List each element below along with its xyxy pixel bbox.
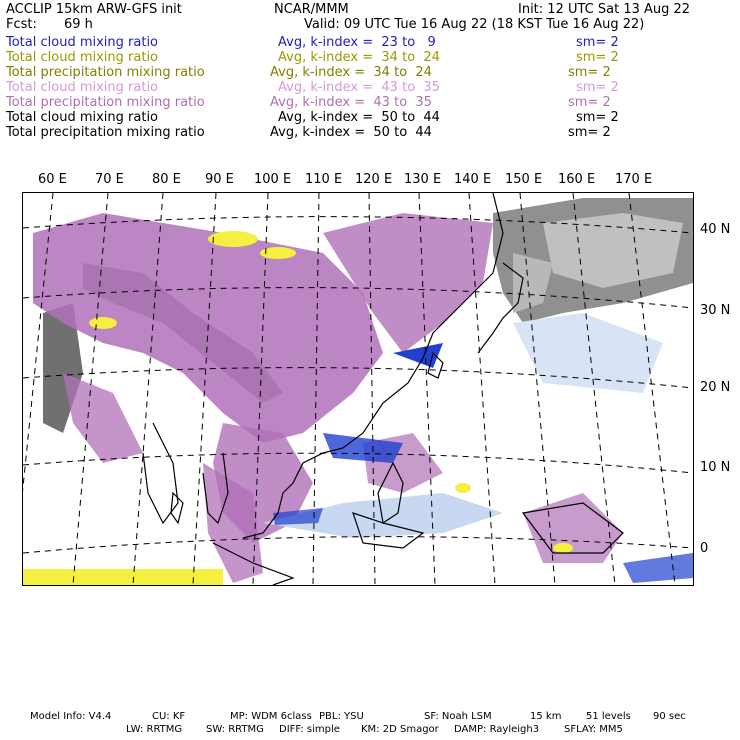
valid-time: Valid: 09 UTC Tue 16 Aug 22 (18 KST Tue 16 Aug 22) [304, 17, 645, 32]
lon-label: 90 E [205, 172, 234, 187]
fcst-value: 69 h [64, 17, 93, 32]
cloud-region [623, 553, 693, 583]
field-1-avg: Avg, k-index = 23 to 9 [278, 35, 436, 50]
field-4-name: Total cloud mixing ratio [6, 80, 159, 95]
field-7-name: Total precipitation mixing ratio [6, 125, 205, 140]
lon-label: 150 E [505, 172, 543, 187]
footer-item: SF: Noah LSM [424, 711, 492, 722]
footer-item: SW: RRTMG [206, 724, 264, 735]
coastline [143, 423, 178, 523]
field-2-name: Total cloud mixing ratio [6, 50, 159, 65]
field-4-avg: Avg, k-index = 43 to 35 [278, 80, 440, 95]
field-7-avg: Avg, k-index = 50 to 44 [270, 125, 432, 140]
lat-label: 10 N [700, 460, 731, 475]
field-6-avg: Avg, k-index = 50 to 44 [278, 110, 440, 125]
plot-title: ACCLIP 15km ARW-GFS init [6, 2, 182, 17]
field-3-name: Total precipitation mixing ratio [6, 65, 205, 80]
init-time: Init: 12 UTC Sat 13 Aug 22 [518, 2, 691, 17]
footer-item: KM: 2D Smagor [361, 724, 439, 735]
cloud-region [89, 317, 117, 329]
coastline [171, 493, 183, 523]
lon-label: 120 E [355, 172, 393, 187]
map-canvas [23, 193, 693, 585]
field-1-sm: sm= 2 [576, 35, 619, 50]
lon-label: 130 E [404, 172, 442, 187]
field-5-avg: Avg, k-index = 43 to 35 [270, 95, 432, 110]
lon-label: 110 E [305, 172, 343, 187]
footer-item: Model Info: V4.4 [30, 711, 112, 722]
cloud-region [513, 313, 663, 393]
center-name: NCAR/MMM [274, 2, 349, 17]
footer-item: DAMP: Rayleigh3 [454, 724, 540, 735]
lon-label: 80 E [152, 172, 181, 187]
footer-item: PBL: YSU [319, 711, 364, 722]
field-3-avg: Avg, k-index = 34 to 24 [270, 65, 432, 80]
lon-label: 140 E [454, 172, 492, 187]
lon-label: 70 E [95, 172, 124, 187]
cloud-region [208, 231, 258, 247]
footer-item: 90 sec [653, 711, 686, 722]
field-2-avg: Avg, k-index = 34 to 24 [278, 50, 440, 65]
footer-item: MP: WDM 6class [230, 711, 312, 722]
field-5-name: Total precipitation mixing ratio [6, 95, 205, 110]
field-2-sm: sm= 2 [576, 50, 619, 65]
field-5-sm: sm= 2 [568, 95, 611, 110]
footer-item: LW: RRTMG [126, 724, 183, 735]
fcst-label: Fcst: [6, 17, 37, 32]
cloud-region [63, 373, 143, 463]
footer-item: DIFF: simple [279, 724, 340, 735]
field-6-name: Total cloud mixing ratio [6, 110, 159, 125]
footer-item: CU: KF [152, 711, 186, 722]
cloud-region [455, 483, 471, 493]
footer-item: 15 km [530, 711, 562, 722]
map-panel [22, 192, 694, 586]
cloud-region [553, 543, 573, 553]
footer-item: 51 levels [586, 711, 631, 722]
lat-label: 20 N [700, 380, 731, 395]
lat-label: 0 [700, 541, 709, 556]
field-3-sm: sm= 2 [568, 65, 611, 80]
lon-label: 60 E [38, 172, 67, 187]
field-1-name: Total cloud mixing ratio [6, 35, 159, 50]
lat-label: 30 N [700, 303, 731, 318]
lon-label: 160 E [558, 172, 596, 187]
field-6-sm: sm= 2 [576, 110, 619, 125]
footer-item: SFLAY: MM5 [564, 724, 623, 735]
field-7-sm: sm= 2 [568, 125, 611, 140]
lat-label: 40 N [700, 222, 731, 237]
field-4-sm: sm= 2 [576, 80, 619, 95]
lon-label: 100 E [254, 172, 292, 187]
lon-label: 170 E [615, 172, 653, 187]
